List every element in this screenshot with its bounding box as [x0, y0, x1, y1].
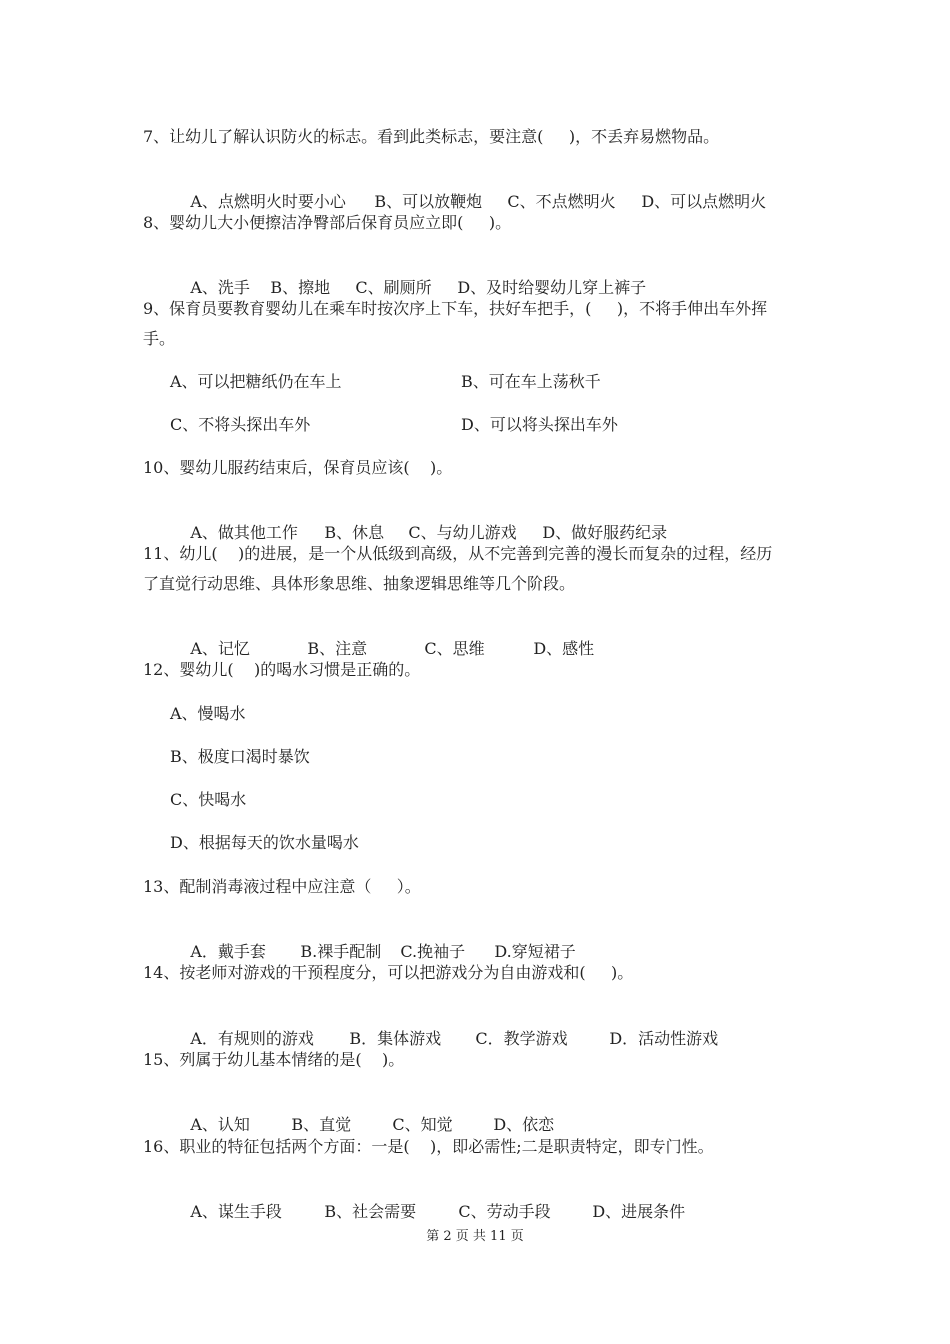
option-a: A、做其他工作 [190, 523, 298, 542]
option-d: D.穿短裙子 [494, 942, 576, 961]
question-12-option-d: D、根据每天的饮水量喝水 [170, 833, 359, 852]
option-d: D、及时给婴幼儿穿上裤子 [457, 278, 647, 297]
option-b: B、擦地 [270, 278, 331, 297]
question-12-option-a: A、慢喝水 [170, 704, 246, 723]
option-b: B．集体游戏 [349, 1029, 442, 1048]
question-11-stem-line-1: 11、幼儿( )的进展，是一个从低级到高级，从不完善到完善的漫长而复杂的过程，经历 [143, 544, 773, 563]
option-a: A．戴手套 [190, 942, 266, 961]
option-d: D．活动性游戏 [609, 1029, 719, 1048]
question-9-option-d: D、可以将头探出车外 [461, 415, 618, 434]
option-b: B、可以放鞭炮 [374, 192, 483, 211]
question-12-option-c: C、快喝水 [170, 790, 247, 809]
option-d: D、进展条件 [592, 1202, 686, 1221]
option-b: B、休息 [324, 523, 385, 542]
question-9-option-c: C、不将头探出车外 [170, 415, 311, 434]
option-a: A、记忆 [190, 639, 250, 658]
question-13-stem: 13、配制消毒液过程中应注意（ ）。 [143, 877, 421, 896]
option-d: D、可以点燃明火 [641, 192, 767, 211]
option-b: B、直觉 [291, 1115, 352, 1134]
option-a: A、点燃明火时要小心 [190, 192, 346, 211]
option-d: D、依恋 [493, 1115, 555, 1134]
option-c: C、思维 [424, 639, 485, 658]
option-c: C．教学游戏 [475, 1029, 568, 1048]
question-9-option-b: B、可在车上荡秋千 [461, 372, 601, 391]
option-b: B、注意 [307, 639, 368, 658]
question-7-stem: 7、让幼儿了解认识防火的标志。看到此类标志，要注意( )，不丢弃易燃物品。 [143, 127, 720, 146]
option-a: A．有规则的游戏 [190, 1029, 314, 1048]
page-number-footer: 第 2 页 共 11 页 [426, 1229, 524, 1244]
option-c: C、不点燃明火 [507, 192, 616, 211]
question-12-option-b: B、极度口渴时暴饮 [170, 747, 310, 766]
question-9-option-a: A、可以把糖纸仍在车上 [170, 372, 342, 391]
option-c: C.挽袖子 [400, 942, 466, 961]
question-8-stem: 8、婴幼儿大小便擦洁净臀部后保育员应立即( )。 [143, 213, 512, 232]
option-a: A、谋生手段 [190, 1202, 282, 1221]
option-a: A、洗手 [190, 278, 250, 297]
question-10-stem: 10、婴幼儿服药结束后，保育员应该( )。 [143, 458, 453, 477]
option-c: C、与幼儿游戏 [408, 523, 517, 542]
option-a: A、认知 [190, 1115, 250, 1134]
option-b: B.裸手配制 [300, 942, 382, 961]
option-b: B、社会需要 [324, 1202, 417, 1221]
option-c: C、刷厕所 [355, 278, 432, 297]
question-12-stem: 12、婴幼儿( )的喝水习惯是正确的。 [143, 660, 421, 679]
question-11-stem-line-2: 了直觉行动思维、具体形象思维、抽象逻辑思维等几个阶段。 [143, 574, 576, 593]
option-d: D、做好服药纪录 [542, 523, 668, 542]
option-c: C、知觉 [392, 1115, 453, 1134]
question-9-stem-line-2: 手。 [143, 329, 176, 348]
question-14-stem: 14、按老师对游戏的干预程度分，可以把游戏分为自由游戏和( )。 [143, 963, 634, 982]
question-9-stem-line-1: 9、保育员要教育婴幼儿在乘车时按次序上下车，扶好车把手，( )，不将手伸出车外挥 [143, 299, 768, 318]
option-d: D、感性 [533, 639, 595, 658]
question-15-stem: 15、列属于幼儿基本情绪的是( )。 [143, 1050, 405, 1069]
option-c: C、劳动手段 [458, 1202, 551, 1221]
question-16-stem: 16、职业的特征包括两个方面：一是( )，即必需性;二是职责特定，即专门性。 [143, 1137, 714, 1156]
